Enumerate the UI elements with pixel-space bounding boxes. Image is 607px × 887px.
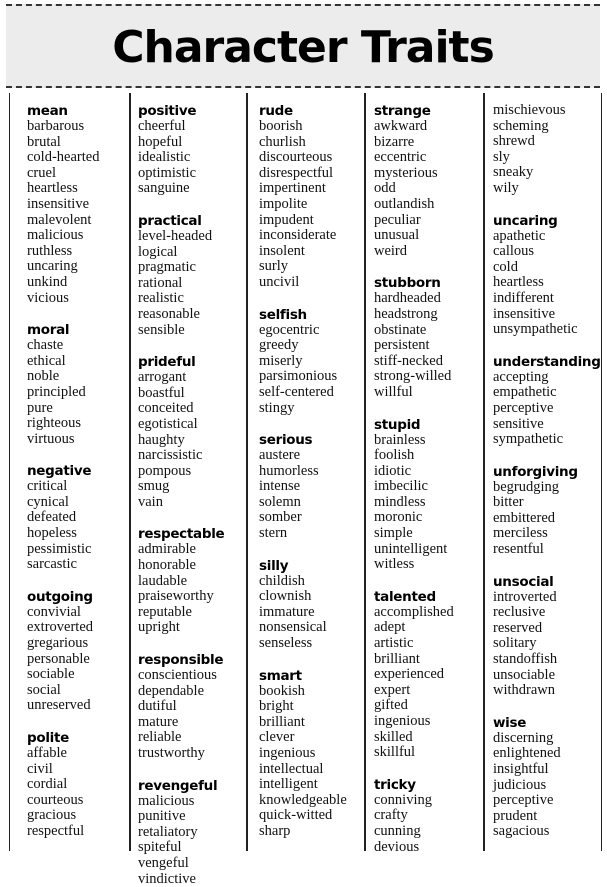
trait-word: barbarous	[27, 118, 85, 134]
group-heading: understanding	[493, 353, 601, 370]
trait-word: level-headed	[138, 227, 213, 244]
trait-word: impolite	[259, 195, 308, 212]
group-heading: respectable	[138, 526, 225, 543]
trait-word: sagacious	[493, 823, 550, 840]
trait-word: quick-witted	[259, 807, 333, 824]
trait-word: accomplished	[374, 603, 454, 620]
trait-group	[493, 464, 601, 558]
trait-word: pessimistic	[27, 540, 92, 557]
trait-word: shrewd	[493, 133, 535, 150]
trait-word: cruel	[27, 164, 56, 181]
trait-word: artistic	[374, 635, 414, 652]
trait-word: gracious	[27, 807, 77, 824]
trait-word: knowledgeable	[259, 791, 347, 808]
trait-word: devious	[374, 838, 420, 855]
trait-word: uncivil	[259, 273, 300, 290]
trait-word: sneaky	[493, 164, 534, 181]
trait-word: somber	[259, 509, 302, 526]
trait-word: cheerful	[138, 118, 186, 134]
trait-word: vicious	[27, 289, 69, 306]
trait-word: noble	[27, 368, 60, 385]
trait-word: mature	[138, 713, 179, 730]
trait-word: adept	[374, 619, 406, 636]
trait-word: accepting	[493, 368, 549, 385]
trait-word: mischievous	[493, 102, 566, 118]
trait-group	[138, 213, 247, 338]
group-heading: strange	[374, 103, 431, 119]
trait-word: chaste	[27, 337, 64, 354]
trait-word: intelligent	[259, 776, 318, 793]
trait-word: courteous	[27, 791, 84, 808]
trait-word: idiotic	[374, 462, 412, 479]
trait-group	[374, 777, 484, 855]
group-heading: serious	[259, 432, 313, 449]
trait-word: simple	[374, 525, 413, 542]
trait-word: brainless	[374, 431, 426, 448]
trait-word: optimistic	[138, 164, 196, 181]
trait-word: smug	[138, 478, 170, 495]
trait-group	[138, 778, 247, 887]
group-heading: prideful	[138, 354, 196, 371]
trait-group	[374, 275, 484, 400]
trait-word: discerning	[493, 729, 554, 746]
group-heading: revengeful	[138, 777, 218, 794]
column-5	[484, 93, 601, 851]
trait-word: bookish	[259, 682, 305, 699]
trait-word: expert	[374, 681, 411, 698]
trait-word: stiff-necked	[374, 352, 443, 369]
column-2	[130, 93, 247, 887]
trait-word: inconsiderate	[259, 227, 337, 244]
trait-word: uncaring	[27, 258, 78, 275]
trait-word: hopeless	[27, 525, 77, 542]
trait-word: arrogant	[138, 369, 187, 386]
trait-word: social	[27, 681, 61, 698]
trait-group	[493, 354, 601, 448]
group-heading: rude	[259, 103, 293, 119]
trait-word: heartless	[27, 180, 78, 197]
trait-word: reasonable	[138, 305, 200, 322]
trait-word: indifferent	[493, 289, 554, 306]
trait-word: malicious	[138, 792, 195, 809]
trait-word: trustworthy	[138, 745, 205, 761]
trait-word: prudent	[493, 807, 538, 824]
trait-word: unreserved	[27, 697, 91, 714]
group-heading: negative	[27, 463, 92, 480]
trait-word: logical	[138, 243, 178, 260]
trait-word: insolent	[259, 242, 305, 259]
trait-word: sanguine	[138, 180, 190, 197]
trait-word: headstrong	[374, 305, 438, 322]
trait-word: perceptive	[493, 399, 554, 416]
trait-word: outlandish	[374, 195, 435, 212]
trait-word: extroverted	[27, 619, 94, 636]
trait-word: ingenious	[374, 713, 431, 729]
trait-word: resentful	[493, 541, 544, 558]
trait-word: honorable	[138, 557, 196, 574]
trait-word: intellectual	[259, 760, 324, 777]
group-heading: mean	[27, 103, 68, 119]
trait-word: introverted	[493, 588, 557, 605]
group-heading: outgoing	[27, 588, 93, 605]
trait-word: apathetic	[493, 227, 546, 244]
trait-group	[493, 574, 601, 699]
trait-word: sympathetic	[493, 431, 564, 448]
trait-word: peculiar	[374, 211, 421, 228]
trait-word: parsimonious	[259, 368, 338, 385]
trait-word: skillful	[374, 744, 416, 761]
trait-word: unkind	[27, 273, 68, 290]
trait-word: brutal	[27, 133, 61, 150]
trait-word: senseless	[259, 635, 313, 652]
group-heading: polite	[27, 730, 70, 746]
group-heading: silly	[259, 557, 289, 574]
trait-group	[259, 558, 365, 652]
trait-group	[259, 432, 365, 542]
trait-group	[27, 103, 130, 306]
group-heading: moral	[27, 322, 70, 339]
trait-word: churlish	[259, 133, 306, 150]
group-heading: stupid	[374, 416, 421, 433]
group-heading: selfish	[259, 306, 307, 323]
trait-word: vain	[138, 493, 163, 510]
group-heading: responsible	[138, 652, 224, 669]
trait-group	[374, 589, 484, 761]
trait-word: unsociable	[493, 666, 556, 683]
group-heading: practical	[138, 212, 202, 229]
trait-word: righteous	[27, 415, 81, 432]
trait-word: humorless	[259, 462, 319, 479]
trait-word: hardheaded	[374, 290, 441, 307]
trait-word: praiseworthy	[138, 588, 214, 605]
trait-word: wily	[493, 179, 519, 196]
trait-word: stern	[259, 525, 288, 542]
trait-word: ethical	[27, 352, 66, 369]
trait-word: bizarre	[374, 133, 415, 150]
trait-word: austere	[259, 447, 301, 464]
trait-word: intense	[259, 478, 301, 495]
trait-word: unintelligent	[374, 540, 448, 557]
trait-word: hopeful	[138, 133, 183, 150]
trait-word: greedy	[259, 337, 299, 354]
trait-group	[138, 354, 247, 510]
trait-word: cunning	[374, 822, 421, 839]
trait-word: insensitive	[493, 305, 556, 322]
trait-word: personable	[27, 650, 90, 667]
trait-word: pompous	[138, 462, 192, 479]
trait-word: stingy	[259, 399, 295, 416]
trait-word: empathetic	[493, 384, 557, 401]
title-banner	[6, 4, 600, 88]
column-1	[10, 93, 130, 851]
trait-word: bitter	[493, 494, 524, 511]
trait-group	[27, 322, 130, 447]
trait-group	[138, 652, 247, 762]
trait-word: haughty	[138, 431, 185, 448]
trait-word: vindictive	[138, 870, 196, 887]
trait-word: surly	[259, 258, 288, 275]
trait-word: cynical	[27, 493, 69, 510]
trait-word: ingenious	[259, 745, 316, 761]
column-4	[365, 93, 484, 855]
trait-word: conscientious	[138, 667, 217, 684]
trait-word: critical	[27, 478, 68, 495]
trait-word: self-centered	[259, 383, 334, 400]
trait-word: mysterious	[374, 164, 438, 181]
traits-grid	[9, 93, 602, 887]
trait-word: ruthless	[27, 242, 73, 259]
trait-word: principled	[27, 383, 86, 400]
trait-word: dependable	[138, 682, 205, 699]
trait-word: sensitive	[493, 415, 544, 432]
trait-group	[259, 668, 365, 840]
trait-group	[493, 715, 601, 840]
trait-word: vengeful	[138, 854, 189, 871]
trait-word: boastful	[138, 384, 185, 401]
trait-word: virtuous	[27, 430, 75, 447]
trait-word: solemn	[259, 493, 301, 510]
trait-word: malicious	[27, 227, 84, 244]
trait-word: clever	[259, 729, 295, 746]
trait-word: judicious	[493, 776, 547, 793]
trait-word: withdrawn	[493, 682, 556, 699]
trait-word: odd	[374, 180, 396, 197]
group-heading: positive	[138, 103, 197, 119]
column-3	[247, 93, 365, 851]
trait-word: malevolent	[27, 211, 92, 228]
trait-word: cold-hearted	[27, 149, 100, 166]
trait-word: gifted	[374, 697, 408, 714]
trait-word: rational	[138, 274, 183, 291]
trait-group	[138, 526, 247, 636]
trait-word: retaliatory	[138, 823, 198, 840]
trait-word: crafty	[374, 807, 408, 824]
trait-word: sly	[493, 148, 510, 165]
trait-word: willful	[374, 383, 413, 400]
page-title: Character Traits	[112, 22, 494, 73]
trait-word: mindless	[374, 493, 426, 510]
trait-word: brilliant	[374, 650, 420, 667]
trait-word: conniving	[374, 791, 432, 808]
trait-word: childish	[259, 572, 305, 589]
trait-group	[27, 589, 130, 714]
trait-word: eccentric	[374, 149, 427, 166]
trait-word: upright	[138, 619, 180, 636]
trait-word: heartless	[493, 274, 544, 291]
trait-word: affable	[27, 745, 67, 761]
trait-word: solitary	[493, 635, 537, 652]
trait-word: nonsensical	[259, 619, 327, 636]
trait-word: discourteous	[259, 149, 333, 166]
trait-word: moronic	[374, 509, 423, 526]
trait-word: sociable	[27, 666, 75, 683]
trait-word: sharp	[259, 822, 291, 839]
trait-word: pure	[27, 399, 53, 416]
trait-word: obstinate	[374, 321, 427, 338]
trait-group	[493, 103, 601, 197]
trait-word: foolish	[374, 447, 415, 464]
trait-word: weird	[374, 242, 408, 259]
trait-word: skilled	[374, 728, 413, 745]
trait-word: witless	[374, 556, 415, 573]
trait-word: impertinent	[259, 180, 326, 197]
trait-word: realistic	[138, 290, 184, 307]
group-heading: uncaring	[493, 212, 558, 229]
group-heading: tricky	[374, 776, 416, 793]
trait-word: convivial	[27, 603, 81, 620]
trait-word: boorish	[259, 118, 303, 134]
trait-word: impudent	[259, 211, 314, 228]
trait-word: insensitive	[27, 195, 90, 212]
trait-word: bright	[259, 698, 294, 715]
trait-word: standoffish	[493, 651, 558, 668]
trait-word: dutiful	[138, 698, 177, 715]
trait-word: cold	[493, 258, 518, 275]
trait-word: cordial	[27, 776, 68, 793]
trait-word: callous	[493, 243, 535, 260]
trait-group	[374, 417, 484, 573]
trait-word: admirable	[138, 541, 196, 558]
trait-word: persistent	[374, 337, 430, 354]
trait-word: unsympathetic	[493, 321, 578, 338]
trait-word: reliable	[138, 729, 182, 746]
trait-word: narcissistic	[138, 447, 203, 464]
trait-word: idealistic	[138, 149, 191, 166]
trait-word: sensible	[138, 321, 185, 338]
trait-group	[374, 103, 484, 259]
trait-group	[259, 103, 365, 291]
trait-word: insightful	[493, 761, 549, 777]
trait-group	[138, 103, 247, 197]
trait-word: defeated	[27, 509, 77, 526]
trait-word: begrudging	[493, 478, 560, 495]
trait-word: punitive	[138, 808, 186, 825]
trait-word: egotistical	[138, 415, 198, 432]
trait-word: merciless	[493, 525, 548, 542]
group-heading: talented	[374, 588, 436, 605]
trait-word: reserved	[493, 619, 543, 636]
trait-group	[27, 463, 130, 573]
trait-word: unusual	[374, 227, 420, 244]
trait-word: gregarious	[27, 635, 89, 652]
trait-word: reclusive	[493, 604, 546, 621]
trait-group	[259, 307, 365, 417]
trait-word: experienced	[374, 666, 445, 683]
trait-word: scheming	[493, 117, 549, 134]
trait-word: embittered	[493, 509, 556, 526]
trait-word: perceptive	[493, 792, 554, 809]
trait-word: brilliant	[259, 713, 305, 730]
trait-word: reputable	[138, 603, 192, 620]
trait-word: conceited	[138, 400, 194, 417]
trait-group	[493, 213, 601, 338]
trait-word: enlightened	[493, 745, 561, 762]
group-heading: wise	[493, 714, 527, 731]
trait-word: pragmatic	[138, 259, 196, 276]
group-heading: smart	[259, 667, 302, 684]
trait-word: disrespectful	[259, 164, 334, 181]
trait-word: laudable	[138, 572, 188, 589]
group-heading: unsocial	[493, 573, 554, 590]
trait-word: spiteful	[138, 839, 182, 856]
group-heading: unforgiving	[493, 463, 578, 480]
trait-word: civil	[27, 760, 53, 777]
trait-word: imbecilic	[374, 478, 428, 495]
trait-word: awkward	[374, 118, 428, 134]
trait-group	[27, 730, 130, 840]
trait-word: miserly	[259, 352, 303, 369]
trait-word: clownish	[259, 588, 312, 605]
trait-word: strong-willed	[374, 368, 452, 385]
trait-word: sarcastic	[27, 556, 77, 573]
group-heading: stubborn	[374, 275, 441, 292]
trait-word: respectful	[27, 822, 85, 839]
trait-word: immature	[259, 603, 315, 620]
trait-word: egocentric	[259, 321, 320, 338]
